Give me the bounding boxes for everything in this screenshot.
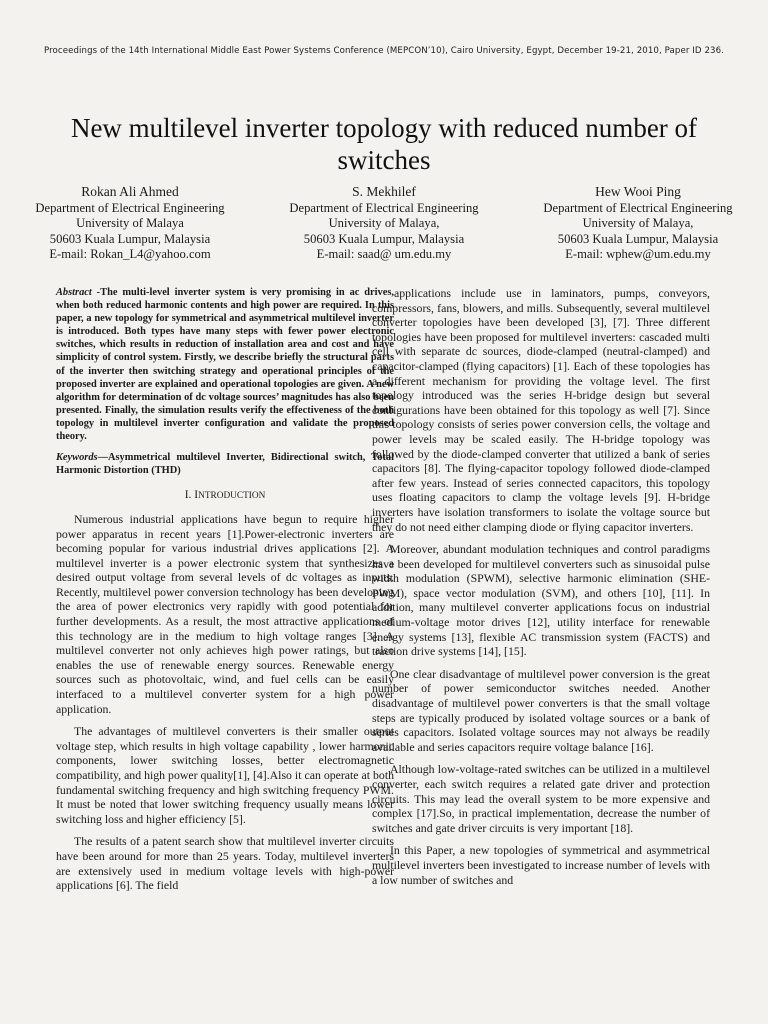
- keywords-text: —Asymmetrical multilevel Inverter, Bidirectional switch, Total Harmonic Distortion (THD): [56, 452, 394, 477]
- body-paragraph: Although low-voltage-rated switches can be utilized in a multilevel converter, each switch requires a related gate driver and protection circuits. This may lead the overall system to be more expensive and complex [17].So, in practical implementation, decrease the number of switches and gate driver circuits is very important [18].: [372, 762, 710, 835]
- author-address: 50603 Kuala Lumpur, Malaysia: [557, 231, 719, 246]
- author-university: University of Malaya,: [582, 216, 694, 231]
- author-name: S. Mekhilef: [352, 184, 416, 199]
- keywords: [56, 451, 394, 477]
- author-address: 50603 Kuala Lumpur, Malaysia: [303, 231, 465, 246]
- author-3: [538, 184, 738, 262]
- body-paragraph: The results of a patent search show that multilevel inverter circuits have been around for more than 25 years. Today, multilevel inverters are extensively used in medium voltage levels with high-power applications [6]. The field: [56, 834, 394, 893]
- author-1: [30, 184, 230, 262]
- left-column: [56, 286, 394, 901]
- abstract: [56, 286, 394, 443]
- abstract-text: The multi-level inverter system is very promising in ac drives, when both reduced harmonic contents and high power are required. In this paper, a new topology for symmetrical and asymmetrical multilevel inverter is introduced. Both types have many steps with fewer power electronic switches, which results in reduction of installation area and cost and have simplicity of control system. Firstly, we describe briefly the structural parts of the inverter then switching strategy and operational principles of the proposed inverter are explained and operational topologies are given. A new algorithm for determination of dc voltage sources’ magnitudes has also been presented. Finally, the simulation results verify the effectiveness of the both topology in multilevel inverter configuration and validate the proposed theory.: [56, 287, 395, 443]
- abstract-label: Abstract -: [56, 287, 101, 298]
- author-university: University of Malaya,: [328, 216, 440, 231]
- body-paragraph: The advantages of multilevel converters is their smaller output voltage step, which results in high voltage capability , lower harmonic components, lower switching losses, better electromagnetic compatibility, and high power quality[1], [4].Also it can operate at both fundamental switching frequency and high switching frequency PWM. It must be noted that lower switching frequency usually means lower switching loss and higher efficiency [5].: [56, 724, 394, 826]
- body-paragraph: In this Paper, a new topologies of symmetrical and asymmetrical multilevel inverters been investigated to increase number of levels with a low number of switches and: [372, 843, 710, 887]
- author-department: Department of Electrical Engineering: [543, 201, 733, 216]
- author-2: [284, 184, 484, 262]
- author-department: Department of Electrical Engineering: [35, 201, 225, 216]
- author-name: Rokan Ali Ahmed: [81, 184, 179, 199]
- body-paragraph: Numerous industrial applications have begun to require higher power apparatus in recent years [1].Power-electronic inverters are becoming popular for various industrial drives applications [2]. A multilevel inverter is a power electronic system that synthesizes a desired output voltage from several levels of dc voltages as inputs. Recently, multilevel power conversion technology has been developing the area of power electronics very rapidly with good potential for further developments. As a result, the most attractive applications of this technology are in the medium to high voltage ranges [3]. A multilevel converter not only achieves high power ratings, but also enables the use of renewable energy sources. Renewable energy sources such as photovoltaic, wind, and fuel cells can be easily interfaced to a multilevel converter system for a high power application.: [56, 511, 394, 716]
- proceedings-header: Proceedings of the 14th International Middle East Power Systems Conference (MEPCON’10), Cairo University, Egypt, December 19-21, 2010, Paper ID 236.: [43, 46, 725, 56]
- author-email: E-mail: wphew@um.edu.my: [565, 246, 711, 261]
- body-paragraph: One clear disadvantage of multilevel power conversion is the great number of power semiconductor switches needed. Another disadvantage of multilevel power converters is that the small voltage steps are typically produced by isolated voltage sources or a bank of series capacitors. Isolated voltage sources may not always be readily available and series capacitors require voltage balance [16].: [372, 666, 710, 754]
- author-email: E-mail: saad@ um.edu.my: [316, 246, 452, 261]
- author-department: Department of Electrical Engineering: [289, 201, 479, 216]
- author-email: E-mail: Rokan_L4@yahoo.com: [49, 246, 211, 261]
- author-name: Hew Wooi Ping: [595, 184, 681, 199]
- paper-title: New multilevel inverter topology with reduced number of switches: [70, 113, 698, 175]
- section-heading-introduction: I. INTRODUCTION: [184, 489, 266, 502]
- author-university: University of Malaya: [76, 216, 184, 231]
- keywords-label: Keywords: [56, 452, 98, 464]
- body-paragraph: applications include use in laminators, pumps, conveyors, compressors, fans, blowers, and mills. Subsequently, several multilevel converter topologies have been developed [3], [7]. Three different topologies have been proposed for multilevel inverters: cascaded multi cell with separate dc sources, diode-clamped (neutral-clamped) and capacitor-clamped (flying capacitors) [1]. Each of these topologies has a different mechanism for providing the voltage level. The first topology introduced was the series H-bridge design but several configurations have been obtained for this topology as well [7]. Since this topology consists of series power conversion cells, the voltage and power levels may be scaled easily. The H-bridge topology was followed by the diode-clamped converter that utilized a bank of series capacitors [8]. The flying-capacitor topology followed diode-clamped after few years. Instead of series connected capacitors, this topology uses floating capacitors to clamp the voltage levels [9]. H-bridge inverters have isolation transformers to isolate the voltage source but they do not need either clamping diode or flying capacitor inverters.: [372, 286, 710, 534]
- author-address: 50603 Kuala Lumpur, Malaysia: [49, 231, 211, 246]
- body-paragraph: Moreover, abundant modulation techniques and control paradigms have been developed for multilevel converters such as sinusoidal pulse width modulation (SPWM), selective harmonic elimination (SHE-PWM), space vector modulation (SVM), and others [10], [11]. In addition, many multilevel converter applications focus on industrial medium-voltage motor drives [12], utility interface for renewable energy systems [13], flexible AC transmission system (FACTS) and traction drive systems [14], [15].: [372, 542, 710, 659]
- right-column: [372, 286, 710, 895]
- author-block: [30, 184, 738, 262]
